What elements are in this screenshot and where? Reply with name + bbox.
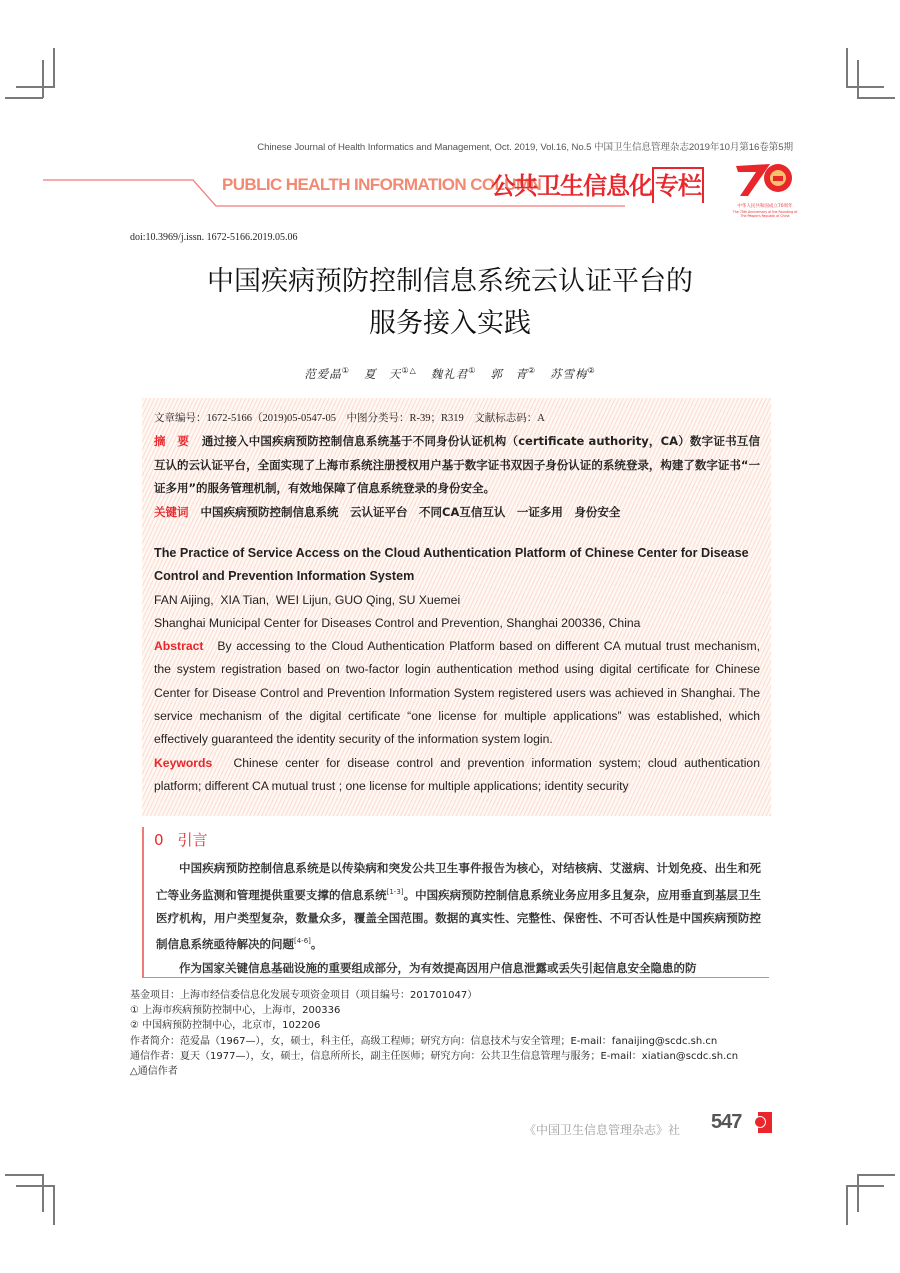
paragraph: 中国疾病预防控制信息系统是以传染病和突发公共卫生事件报告为核心，对结核病、艾滋病、计划免疫、出生和死亡等业务监测和管理提供重要支撑的信息系统[1-3]。中国疾病预防控制信息系统业务应用多且复杂，应用垂直到基层卫生医疗机构，用户类型复杂，数量众多，覆盖全国范围。数据的真实性、完整性、保密性、不可否认性是中国疾病预防控制信息系统亟待解决的问题[4-6]。 (156, 861, 761, 952)
column-title-zh-main: 公共卫生信息化 (491, 172, 652, 200)
en-abstract-text: By accessing to the Cloud Authentication Platform based on different CA mutual trust mechanism, the system registration based on two-factor login authentication method using digital certificate for Chinese Center for Disease Control and Prevention Information System registered users was achieved in Shanghai. The service mechanism of the digital certificate “one license for multiple applications” was established, which effectively guaranteed the identity security of the information system login. (154, 639, 760, 747)
author: 夏 天①△ (363, 366, 417, 381)
en-abstract-label: Abstract (154, 639, 204, 654)
en-keywords-text: Chinese center for disease control and prevention information system; cloud authentication platform; different CA mutual trust ; one license for multiple applications; identity security (154, 755, 760, 793)
zh-abstract-label: 摘 要 (154, 434, 190, 448)
footnote-affiliation-1: ① 上海市疾病预防控制中心，上海市，200336 (130, 1005, 341, 1017)
watermark: 《中国卫生信息管理杂志》社 (523, 1123, 680, 1137)
anniversary-logo (726, 160, 804, 216)
zh-keywords-text: 中国疾病预防控制信息系统 云认证平台 不同CA互信互认 一证多用 身份安全 (200, 504, 621, 519)
en-title: The Practice of Service Access on the Cloud Authentication Platform of Chinese Center for Disease Control and Prevention Information System (154, 546, 749, 584)
author: 范爱晶① (304, 366, 350, 381)
author: 魏礼君① (430, 366, 477, 381)
author-list (0, 366, 900, 382)
column-title-zh-boxed: 专栏 (652, 167, 704, 203)
zh-abstract (154, 430, 760, 501)
page-number: 547 (711, 1111, 742, 1133)
running-header: Chinese Journal of Health Informatics and Management, Oct. 2019, Vol.16, No.5 中国卫生信息管理杂志2019年10月第16卷第5期 (257, 142, 793, 153)
anniversary-caption-zh: 中华人民共和国成立70周年 (737, 204, 793, 209)
zh-keywords-label: 关键词 (154, 504, 189, 519)
citation[interactable]: [4-6] (294, 937, 311, 946)
zh-keywords (154, 501, 760, 525)
en-keywords-label: Keywords (154, 755, 213, 770)
footnote-author-bio: 作者简介：范爱晶（1967—），女，硕士，科主任，高级工程师；研究方向：信息技术与安全管理；E-mail：fanaijing@scdc.sh.cn (130, 1035, 718, 1047)
section-number: 0 (154, 831, 164, 849)
anniversary-70-emblem-icon (726, 160, 804, 200)
footnote-corresponding-mark: △通信作者 (130, 1065, 178, 1077)
abstract-box (142, 398, 771, 816)
paragraph: 作为国家关键信息基础设施的重要组成部分，为有效提高因用户信息泄露或丢失引起信息安全隐患的防 (179, 960, 697, 975)
column-title-en: PUBLIC HEALTH INFORMATION COLUMN (222, 175, 542, 194)
footnote-affiliation-2: ② 中国病预防控制中心，北京市，102206 (130, 1020, 321, 1032)
en-abstract (154, 635, 760, 751)
author: 郭 青② (490, 366, 537, 381)
intro-body (156, 857, 761, 980)
column-title-zh (491, 167, 704, 203)
article-title-line1: 中国疾病预防控制信息系统云认证平台的 (207, 266, 693, 297)
footnote-funding: 基金项目：上海市经信委信息化发展专项资金项目（项目编号：201701047） (130, 990, 478, 1001)
introduction-section (142, 827, 769, 978)
citation[interactable]: [1-3] (386, 887, 404, 896)
anniversary-caption-en-2: The People's Republic of China (740, 214, 790, 218)
en-affiliation: Shanghai Municipal Center for Diseases Control and Prevention, Shanghai 200336, China (154, 615, 641, 630)
anniversary-caption-en-1: The 70th Anniversary of the Founding of (732, 210, 798, 214)
section-title: 引言 (177, 831, 208, 849)
en-authors: FAN Aijing, XIA Tian, WEI Lijun, GUO Qing, SU Xuemei (154, 592, 461, 607)
page-marker-icon (758, 1112, 772, 1133)
article-meta: 文章编号：1672-5166（2019)05-0547-05 中图分类号：R-39；R319 文献标志码：A (154, 413, 545, 424)
footnote-corresponding-author: 通信作者：夏天（1977—），女，硕士，信息所所长，副主任医师；研究方向：公共卫生信息管理与服务；E-mail：xiatian@scdc.sh.cn (130, 1050, 739, 1062)
footnotes (130, 988, 780, 1079)
zh-abstract-text: 通过接入中国疾病预防控制信息系统基于不同身份认证机构（certificate authority，CA）数字证书互信互认的云认证平台，全面实现了上海市系统注册授权用户基于数字证书双因子身份认证的系统登录，构建了数字证书“一证多用”的服务管理机制，有效地保障了信息系统登录的身份安全。 (154, 434, 760, 495)
en-keywords (154, 752, 760, 799)
section-heading (154, 829, 222, 850)
doi[interactable]: doi:10.3969/j.issn. 1672-5166.2019.05.06 (130, 232, 298, 243)
author: 苏雪梅② (550, 366, 596, 381)
article-title-line2: 服务接入实践 (369, 308, 531, 339)
